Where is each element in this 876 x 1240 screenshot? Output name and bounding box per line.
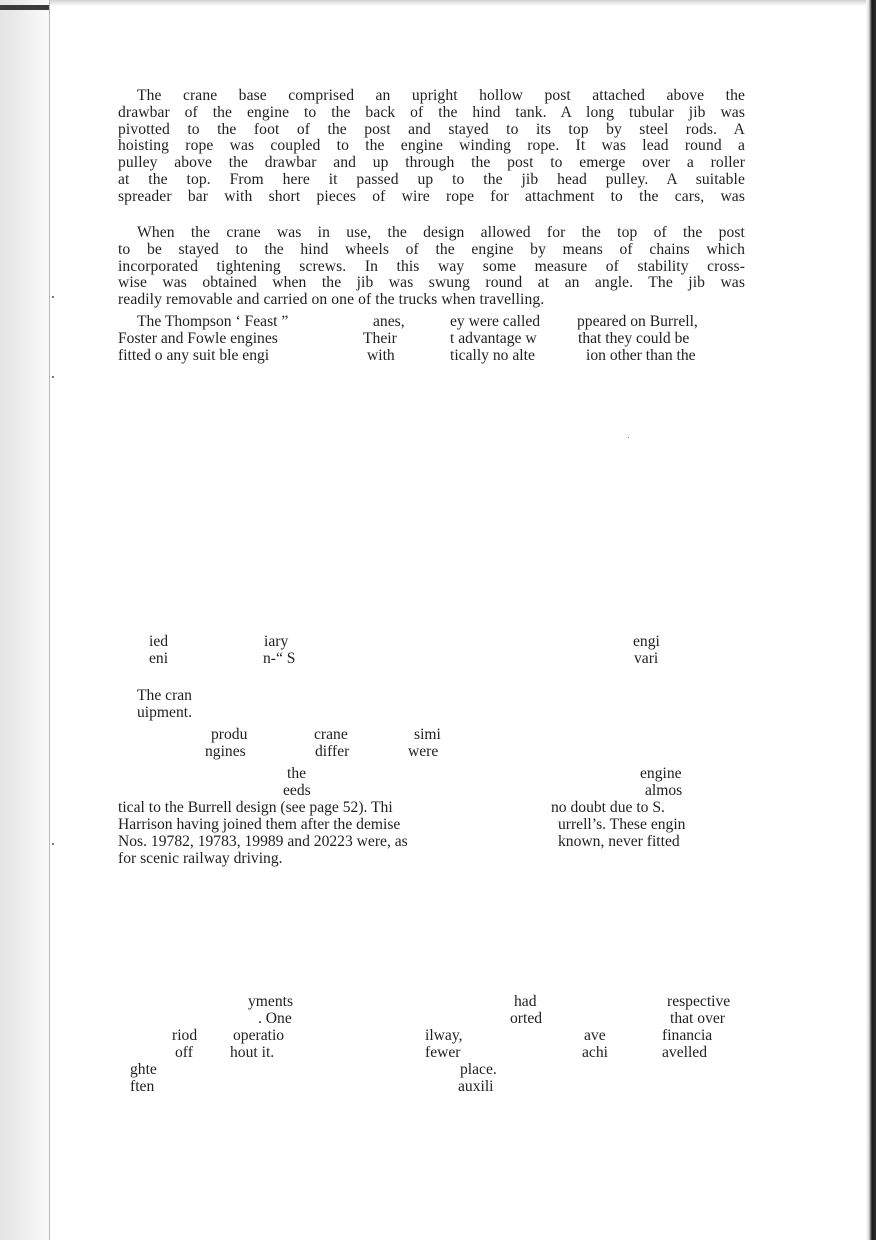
text-fragment: produ <box>211 726 248 743</box>
text-fragment: eni <box>149 650 169 667</box>
text-fragment: Nos. 19782, 19783, 19989 and 20223 were, as <box>118 833 408 850</box>
text-fragment: respective <box>667 993 731 1010</box>
text-line: spreader bar with short pieces of wire rope for attachment to the cars, was <box>118 187 745 205</box>
text-fragment: The cran <box>137 687 192 704</box>
text-line: incorporated tightening screws. In this way some measure of stability cross- <box>118 257 745 275</box>
text-fragment: engine <box>640 765 682 782</box>
text-fragment: ied <box>149 633 169 650</box>
text-fragment: tical to the Burrell design (see page 52). Thi <box>118 799 393 816</box>
text-fragment: tically no alte <box>450 347 535 364</box>
text-fragment: simi <box>414 726 441 743</box>
scan-speck <box>52 376 54 378</box>
text-line: to be stayed to the hind wheels of the engine by means of chains which <box>118 240 745 258</box>
scan-shadow-right <box>866 0 876 1240</box>
text-fragment: fitted o any suit ble engi <box>118 347 270 364</box>
text-fragment: iary <box>264 633 289 650</box>
scan-binding-mark <box>0 5 50 10</box>
text-fragment: differ <box>315 743 350 760</box>
text-line: When the crane was in use, the design allowed for the top of the post <box>137 224 745 241</box>
text-fragment: auxili <box>458 1078 494 1095</box>
text-fragment: avelled <box>662 1044 708 1061</box>
text-fragment: the <box>287 765 307 782</box>
paragraph-crane-base <box>118 88 745 206</box>
text-line: hoisting rope was coupled to the engine winding rope. It was lead round a <box>118 137 745 155</box>
text-fragment: uipment. <box>137 704 193 721</box>
text-fragment: had <box>514 993 537 1010</box>
text-fragment: almos <box>645 782 683 799</box>
text-line: readily removable and carried on one of the trucks when travelling. <box>118 291 545 309</box>
text-fragment: place. <box>460 1061 497 1078</box>
text-line: pulley above the drawbar and up through the post to emerge over a roller <box>118 154 745 172</box>
text-fragment: riod <box>172 1027 198 1044</box>
text-fragment: ave <box>584 1027 606 1044</box>
text-fragment: engi <box>633 633 660 650</box>
text-fragment: ghte <box>130 1061 157 1078</box>
page-edge-line <box>49 0 50 1240</box>
scan-speck <box>628 437 629 438</box>
text-fragment: were <box>408 743 439 760</box>
text-line: pivotted to the foot of the post and stayed to its top by steel rods. A <box>118 120 745 138</box>
text-fragment: fewer <box>425 1044 461 1061</box>
text-fragment: The Thompson ‘ Feast ” <box>137 313 289 330</box>
text-line: wise was obtained when the jib was swung round at an angle. The jib was <box>118 274 745 292</box>
text-fragment: that over <box>670 1010 725 1027</box>
text-fragment: Harrison having joined them after the demise <box>118 816 401 833</box>
text-line: The crane base comprised an upright hollow post attached above the <box>137 87 745 104</box>
text-fragment: ey were called <box>450 313 541 330</box>
text-fragment: ppeared on Burrell, <box>577 313 698 330</box>
text-fragment: hout it. <box>230 1044 275 1061</box>
text-fragment: with <box>367 347 395 364</box>
text-fragment: n-“ S <box>263 650 296 667</box>
text-fragment: anes, <box>373 313 405 330</box>
text-fragment: orted <box>510 1010 543 1027</box>
text-fragment: crane <box>314 726 348 743</box>
text-fragment: eeds <box>283 782 311 799</box>
scan-shadow-top <box>50 0 866 6</box>
paragraph-crane-in-use <box>118 225 745 309</box>
scan-shadow-left <box>0 0 50 1240</box>
text-fragment: that they could be <box>578 330 690 347</box>
text-fragment: t advantage w <box>450 330 537 347</box>
text-fragment: no doubt due to S. <box>551 799 665 816</box>
text-fragment: ften <box>130 1078 155 1095</box>
text-fragment: . One <box>258 1010 292 1027</box>
text-fragment: yments <box>248 993 294 1010</box>
text-fragment: operatio <box>233 1027 285 1044</box>
text-fragment: achi <box>582 1044 608 1061</box>
scan-speck <box>52 843 54 845</box>
text-fragment: urrell’s. These engin <box>558 816 686 833</box>
text-line: drawbar of the engine to the back of the hind tank. A long tubular jib was <box>118 103 745 121</box>
text-fragment: off <box>175 1044 193 1061</box>
text-fragment: for scenic railway driving. <box>118 850 283 867</box>
text-fragment: ion other than the <box>586 347 696 364</box>
text-fragment: financia <box>662 1027 713 1044</box>
text-line: at the top. From here it passed up to the jib head pulley. A suitable <box>118 170 745 188</box>
text-fragment: ilway, <box>425 1027 463 1044</box>
text-fragment: Foster and Fowle engines <box>118 330 278 347</box>
text-fragment: Their <box>363 330 397 347</box>
scan-speck <box>52 296 54 298</box>
text-fragment: vari <box>634 650 659 667</box>
text-fragment: ngines <box>205 743 246 760</box>
text-fragment: known, never fitted <box>558 833 680 850</box>
